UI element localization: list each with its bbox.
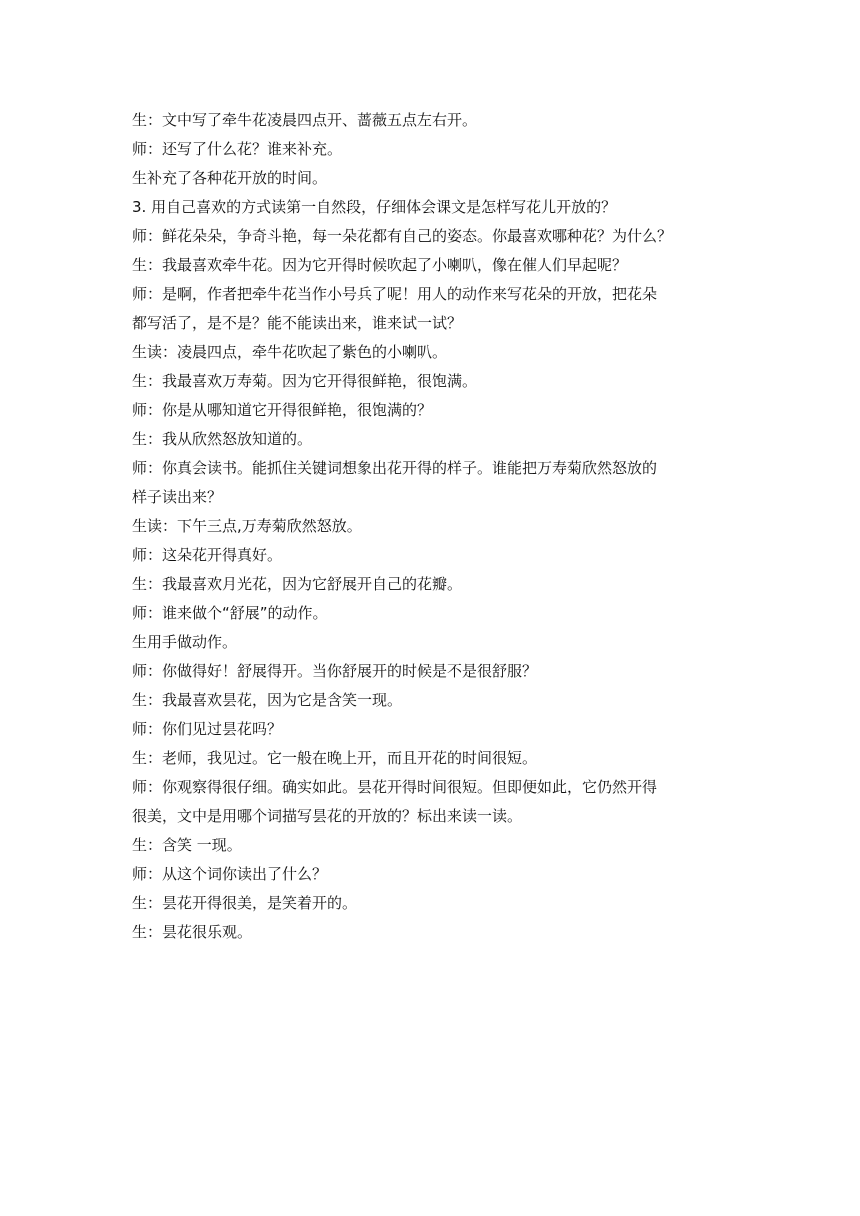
text-line: 生：文中写了牵牛花凌晨四点开、蔷薇五点左右开。 <box>132 111 478 129</box>
numbered-step: 3. 用自己喜欢的方式读第一自然段，仔细体会课文是怎样写花儿开放的？ <box>132 198 617 216</box>
text-line: 师：谁来做个“舒展”的动作。 <box>132 604 328 622</box>
text-line: 生：昙花开得很美，是笑着开的。 <box>132 894 358 912</box>
text-line: 生：我最喜欢昙花，因为它是含笑一现。 <box>132 691 403 709</box>
text-line: 师：还写了什么花？谁来补充。 <box>132 140 343 158</box>
document-body <box>132 106 732 947</box>
text-line: 样子读出来？ <box>132 488 223 506</box>
text-line: 生：我从欣然怒放知道的。 <box>132 430 313 448</box>
text-line: 师：你真会读书。能抓住关键词想象出花开得的样子。谁能把万寿菊欣然怒放的 <box>132 459 658 477</box>
text-line: 师：是啊，作者把牵牛花当作小号兵了呢！用人的动作来写花朵的开放，把花朵 <box>132 285 658 303</box>
text-line: 师：你是从哪知道它开得很鲜艳，很饱满的？ <box>132 401 433 419</box>
text-line: 师：你们见过昙花吗？ <box>132 720 283 738</box>
text-line: 师：你观察得很仔细。确实如此。昙花开得时间很短。但即便如此，它仍然开得 <box>132 778 658 796</box>
text-line: 都写活了，是不是？能不能读出来，谁来试一试？ <box>132 314 463 332</box>
text-line: 师：这朵花开得真好。 <box>132 546 283 564</box>
text-line: 生：昙花很乐观。 <box>132 923 253 941</box>
text-line: 生：含笑 一现。 <box>132 836 242 854</box>
text-line: 生用手做动作。 <box>132 633 238 651</box>
text-line: 生：我最喜欢月光花，因为它舒展开自己的花瓣。 <box>132 575 463 593</box>
text-line: 生补充了各种花开放的时间。 <box>132 169 328 187</box>
text-line: 生：我最喜欢万寿菊。因为它开得很鲜艳，很饱满。 <box>132 372 478 390</box>
text-line: 师：鲜花朵朵，争奇斗艳，每一朵花都有自己的姿态。你最喜欢哪种花？为什么？ <box>132 227 673 245</box>
text-line: 师：你做得好！舒展得开。当你舒展开的时候是不是很舒服？ <box>132 662 538 680</box>
text-line: 生读：凌晨四点，牵牛花吹起了紫色的小喇叭。 <box>132 343 448 361</box>
text-line: 很美，文中是用哪个词描写昙花的开放的？标出来读一读。 <box>132 807 523 825</box>
text-line: 师：从这个词你读出了什么？ <box>132 865 328 883</box>
text-line: 生：老师，我见过。它一般在晚上开，而且开花的时间很短。 <box>132 749 538 767</box>
text-line: 生读：下午三点,万寿菊欣然怒放。 <box>132 517 362 535</box>
text-line: 生：我最喜欢牵牛花。因为它开得时候吹起了小喇叭，像在催人们早起呢？ <box>132 256 628 274</box>
